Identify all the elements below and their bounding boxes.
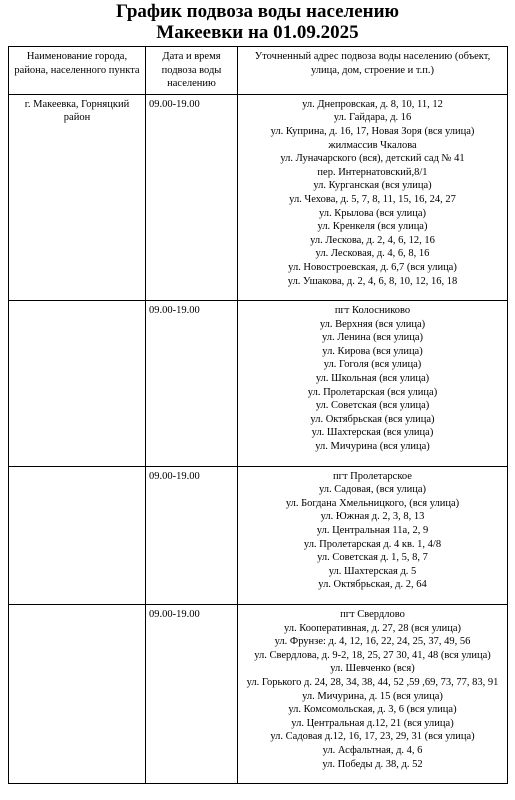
address-line: ул. Школьная (вся улица) [315,373,430,385]
address-line: ул. Богдана Хмельницкого, (вся улица) [285,497,460,509]
address-line: ул. Советская д. 1, 5, 8, 7 [317,552,428,564]
table-row [9,604,508,783]
address-line: ул. Днепровская, д. 8, 10, 11, 12 [302,98,443,110]
address-line: пер. Интернатовский,8/1 [317,166,428,178]
address-line: ул. Шахтерская (вся улица) [311,427,434,439]
cell-addresses [238,301,508,467]
address-line: ул. Куприна, д. 16, 17, Новая Зоря (вся улица) [270,125,475,137]
cell-time: 09.00-19.00 [146,94,238,300]
title-line-2: Макеевки на 01.09.2025 [156,22,359,43]
address-line: ул. Крылова (вся улица) [318,207,427,219]
cell-time: 09.00-19.00 [146,604,238,783]
schedule-table [8,46,508,784]
address-line: ул. Кооперативная, д. 27, 28 (вся улица) [283,622,462,634]
address-line: ул. Центральная д.12, 21 (вся улица) [291,717,454,729]
address-line: ул. Шахтерская д. 5 [328,565,417,577]
address-line: ул. Пролетарская д. 4 кв. 1, 4/8 [303,538,442,550]
table-row [9,94,508,300]
address-line: пгт Свердлово [340,608,405,620]
header-time: Дата и время подвоза воды населению [146,47,238,95]
cell-city: г. Макеевка, Горняцкий район [9,94,146,300]
page-title [0,0,515,43]
address-line: ул. Октябрьская, д. 2, 64 [318,579,427,591]
address-line: ул. Мичурина, д. 15 (вся улица) [302,690,443,702]
address-line: ул. Советская (вся улица) [315,400,430,412]
header-city: Наименование города, района, населенного пункта [9,47,146,95]
address-line: ул. Шевченко (вся) [330,663,415,675]
address-line: ул. Луначарского (вся), детский сад № 41 [280,153,465,165]
address-line: ул. Центральная 11а, 2, 9 [316,525,429,536]
address-line: ул. Гоголя (вся улица) [323,359,422,371]
cell-city [9,604,146,783]
address-line: пгт Колосниково [334,305,411,317]
cell-city [9,301,146,467]
cell-addresses [238,94,508,300]
address-line: ул. Южная д. 2, 3, 8, 13 [320,511,425,523]
address-line: ул. Курганская (вся улица) [313,180,432,192]
address-line: ул. Горького д. 24, 28, 34, 38, 44, 52 ,59 ,69, 73, 77, 83, 91 [246,676,499,688]
cell-time: 09.00-19.00 [146,466,238,604]
table-row [9,301,508,467]
cell-city [9,466,146,604]
address-line: ул. Новостроевская, д. 6,7 (вся улица) [288,261,457,273]
address-line: ул. Фрунзе: д. 4, 12, 16, 22, 24, 25, 37, 49, 56 [274,636,471,648]
address-line: ул. Ушакова, д. 2, 4, 6, 8, 10, 12, 16, 18 [287,275,458,287]
address-line: ул. Верхняя (вся улица) [319,318,426,330]
address-line: ул. Кирова (вся улица) [322,345,423,357]
title-line-1: График подвоза воды населению [115,1,400,22]
address-line: ул. Садовая, (вся улица) [318,484,427,496]
address-line: ул. Ленина (вся улица) [321,332,424,344]
address-line: пгт Пролетарское [333,470,412,482]
address-line: ул. Кренкеля (вся улица) [317,221,428,233]
address-line: ул. Комсомольская, д. 3, 6 (вся улица) [288,704,457,716]
address-line: ул. Победы д. 38, д. 52 [322,758,423,770]
address-line: ул. Лескова, д. 2, 4, 6, 12, 16 [310,234,435,246]
schedule-body [9,94,508,783]
address-line: ул. Пролетарская (вся улица) [307,386,438,398]
address-line: ул. Свердлова, д. 9-2, 18, 25, 27 30, 41, 48 (вся улица) [254,649,491,661]
address-line: ул. Лесковая, д. 4, 6, 8, 16 [315,248,430,260]
cell-addresses [238,604,508,783]
address-line: ул. Гайдара, д. 16 [333,112,412,124]
cell-addresses [238,466,508,604]
header-address: Уточненный адрес подвоза воды населению (объект, улица, дом, строение и т.п.) [238,47,508,95]
address-line: ул. Октябрьская (вся улица) [310,413,435,425]
cell-time: 09.00-19.00 [146,301,238,467]
address-line: жилмассив Чкалова [328,139,417,151]
address-line: ул. Садовая д.12, 16, 17, 23, 29, 31 (вся улица) [270,731,475,743]
address-line: ул. Чехова, д. 5, 7, 8, 11, 15, 16, 24, 27 [289,193,456,205]
header-row [9,47,508,95]
address-line: ул. Мичурина (вся улица) [315,441,430,453]
address-line: ул. Асфальтная, д. 4, 6 [322,744,423,756]
table-row [9,466,508,604]
